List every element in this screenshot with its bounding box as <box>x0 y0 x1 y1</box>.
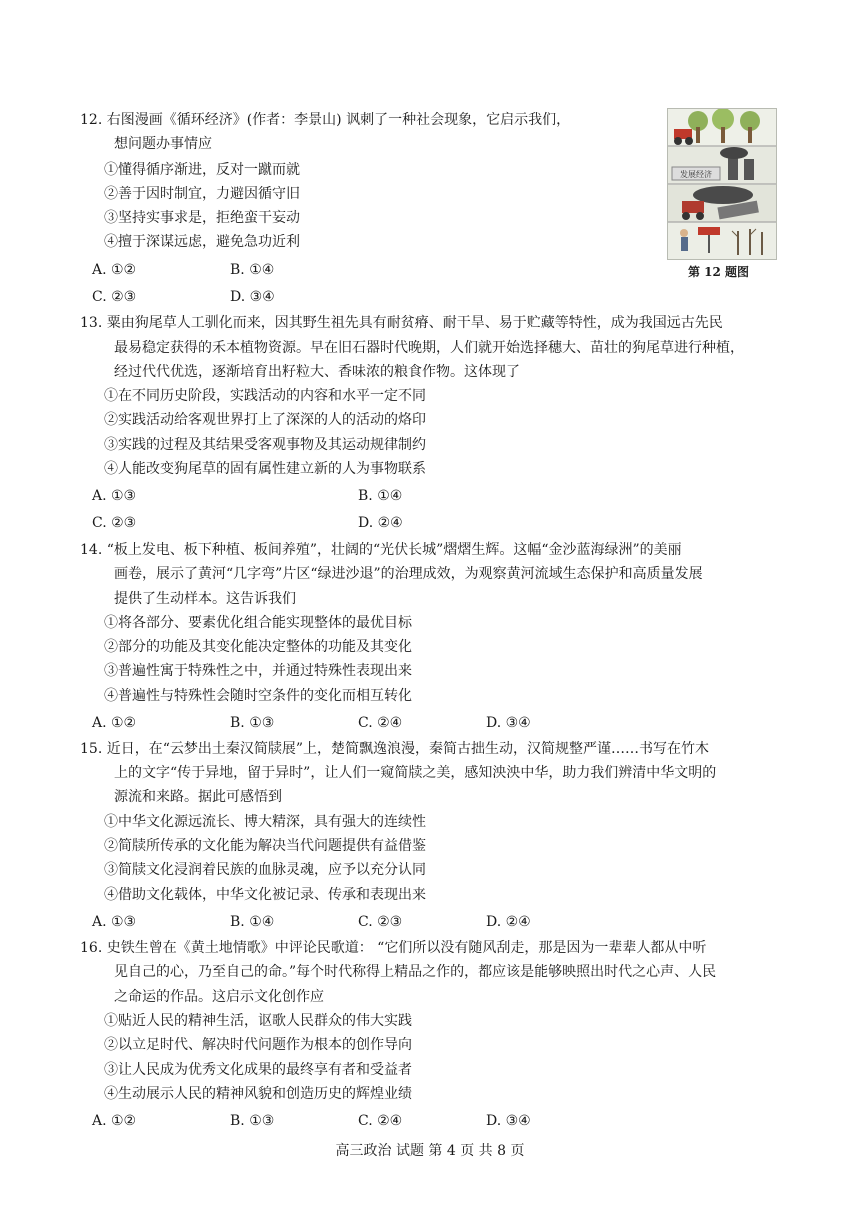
q13-option-d: D. ②④ <box>358 515 403 531</box>
q14-option-b: B. ①③ <box>230 715 275 731</box>
q15-item-4: ④借助文化载体，中华文化被记录、传承和表现出来 <box>104 887 426 903</box>
q15-option-b: B. ①④ <box>230 914 275 930</box>
q16-item-1: ①贴近人民的精神生活，讴歌人民群众的伟大实践 <box>104 1013 412 1029</box>
q14-item-3: ③普遍性寓于特殊性之中，并通过特殊性表现出来 <box>104 663 412 679</box>
q13-item-4: ④人能改变狗尾草的固有属性建立新的人为事物联系 <box>104 461 426 477</box>
q13-stem-line-3: 经过代代优选，逐渐培育出籽粒大、香味浓的粮食作物。这体现了 <box>114 364 520 380</box>
q13-item-3: ③实践的过程及其结果受客观事物及其运动规律制约 <box>104 437 426 453</box>
cartoon-sign-text: 发展经济 <box>680 170 712 179</box>
q16-stem-line-2: 见自己的心，乃至自己的命。”每个时代称得上精品之作的，都应该是能够映照出时代之心声、人民 <box>114 964 717 980</box>
q14-item-2: ②部分的功能及其变化能决定整体的功能及其变化 <box>104 639 412 655</box>
q15-option-c: C. ②③ <box>358 914 403 930</box>
q13-item-1: ①在不同历史阶段，实践活动的内容和水平一定不同 <box>104 388 426 404</box>
q12-option-d: D. ③④ <box>230 289 275 305</box>
q13-stem-line-1: 13. 粟由狗尾草人工驯化而来，因其野生祖先具有耐贫瘠、耐干旱、易于贮藏等特性，成为我国远古先民 <box>80 315 723 331</box>
q16-item-2: ②以立足时代、解决时代问题作为根本的创作导向 <box>104 1037 412 1053</box>
q15-option-a: A. ①③ <box>92 914 137 930</box>
q12-item-3: ③坚持实事求是，拒绝蛮干妄动 <box>104 210 300 226</box>
q12-option-c: C. ②③ <box>92 289 137 305</box>
q16-stem-line-1: 16. 史铁生曾在《黄土地情歌》中评论民歌道： “它们所以没有随风刮走，那是因为一辈辈人都从中听 <box>80 940 707 956</box>
q15-option-d: D. ②④ <box>486 914 531 930</box>
q14-stem-line-3: 提供了生动样本。这告诉我们 <box>114 591 296 607</box>
q12-cartoon-figure <box>667 108 777 260</box>
q14-option-c: C. ②④ <box>358 715 403 731</box>
q15-stem-line-3: 源流和来路。据此可感悟到 <box>114 789 282 805</box>
q16-option-a: A. ①② <box>92 1113 137 1129</box>
q14-stem-line-1: 14. “板上发电、板下种植、板间养殖”，壮阔的“光伏长城”熠熠生辉。这幅“金沙蓝海绿洲”的美丽 <box>80 542 682 558</box>
q15-stem-line-1: 15. 近日，在“云梦出土秦汉简牍展”上，楚简飘逸浪漫，秦简古拙生动，汉简规整严谨……书写在竹木 <box>80 741 710 757</box>
q14-item-1: ①将各部分、要素优化组合能实现整体的最优目标 <box>104 615 412 631</box>
q12-item-4: ④擅于深谋远虑，避免急功近利 <box>104 234 300 250</box>
q16-option-c: C. ②④ <box>358 1113 403 1129</box>
q16-item-4: ④生动展示人民的精神风貌和创造历史的辉煌业绩 <box>104 1086 412 1102</box>
q13-option-c: C. ②③ <box>92 515 137 531</box>
q15-item-1: ①中华文化源远流长、博大精深，具有强大的连续性 <box>104 814 426 830</box>
q14-option-d: D. ③④ <box>486 715 531 731</box>
q16-item-3: ③让人民成为优秀文化成果的最终享有者和受益者 <box>104 1062 412 1078</box>
q12-item-2: ②善于因时制宜，力避因循守旧 <box>104 186 300 202</box>
cartoon-illustration <box>668 109 776 259</box>
q13-item-2: ②实践活动给客观世界打上了深深的人的活动的烙印 <box>104 412 426 428</box>
q16-stem-line-3: 之命运的作品。这启示文化创作应 <box>114 989 324 1005</box>
q15-item-2: ②简牍所传承的文化能为解决当代问题提供有益借鉴 <box>104 838 426 854</box>
q15-stem-line-2: 上的文字“传于异地，留于异时”，让人们一窥简牍之美，感知泱泱中华，助力我们辨清中华文明的 <box>114 765 717 781</box>
q13-stem-line-2: 最易稳定获得的禾本植物资源。早在旧石器时代晚期，人们就开始选择穗大、苗壮的狗尾草进行种植， <box>114 340 744 356</box>
q16-option-d: D. ③④ <box>486 1113 531 1129</box>
q12-figure-caption: 第 12 题图 <box>688 265 750 279</box>
q13-option-a: A. ①③ <box>92 488 137 504</box>
q13-option-b: B. ①④ <box>358 488 403 504</box>
page-footer: 高三政治 试题 第 4 页 共 8 页 <box>335 1143 525 1159</box>
q12-item-1: ①懂得循序渐进，反对一蹴而就 <box>104 162 300 178</box>
q12-option-b: B. ①④ <box>230 262 275 278</box>
q14-option-a: A. ①② <box>92 715 137 731</box>
q16-option-b: B. ①③ <box>230 1113 275 1129</box>
q12-stem-line-2: 想问题办事情应 <box>114 136 212 152</box>
q14-item-4: ④普遍性与特殊性会随时空条件的变化而相互转化 <box>104 688 412 704</box>
q14-stem-line-2: 画卷，展示了黄河“几字弯”片区“绿进沙退”的治理成效，为观察黄河流域生态保护和高质量发展 <box>114 566 703 582</box>
q12-option-a: A. ①② <box>92 262 137 278</box>
q12-stem-line-1: 12. 右图漫画《循环经济》(作者：李景山) 讽刺了一种社会现象，它启示我们， <box>80 112 571 128</box>
q15-item-3: ③简牍文化浸润着民族的血脉灵魂，应予以充分认同 <box>104 862 426 878</box>
